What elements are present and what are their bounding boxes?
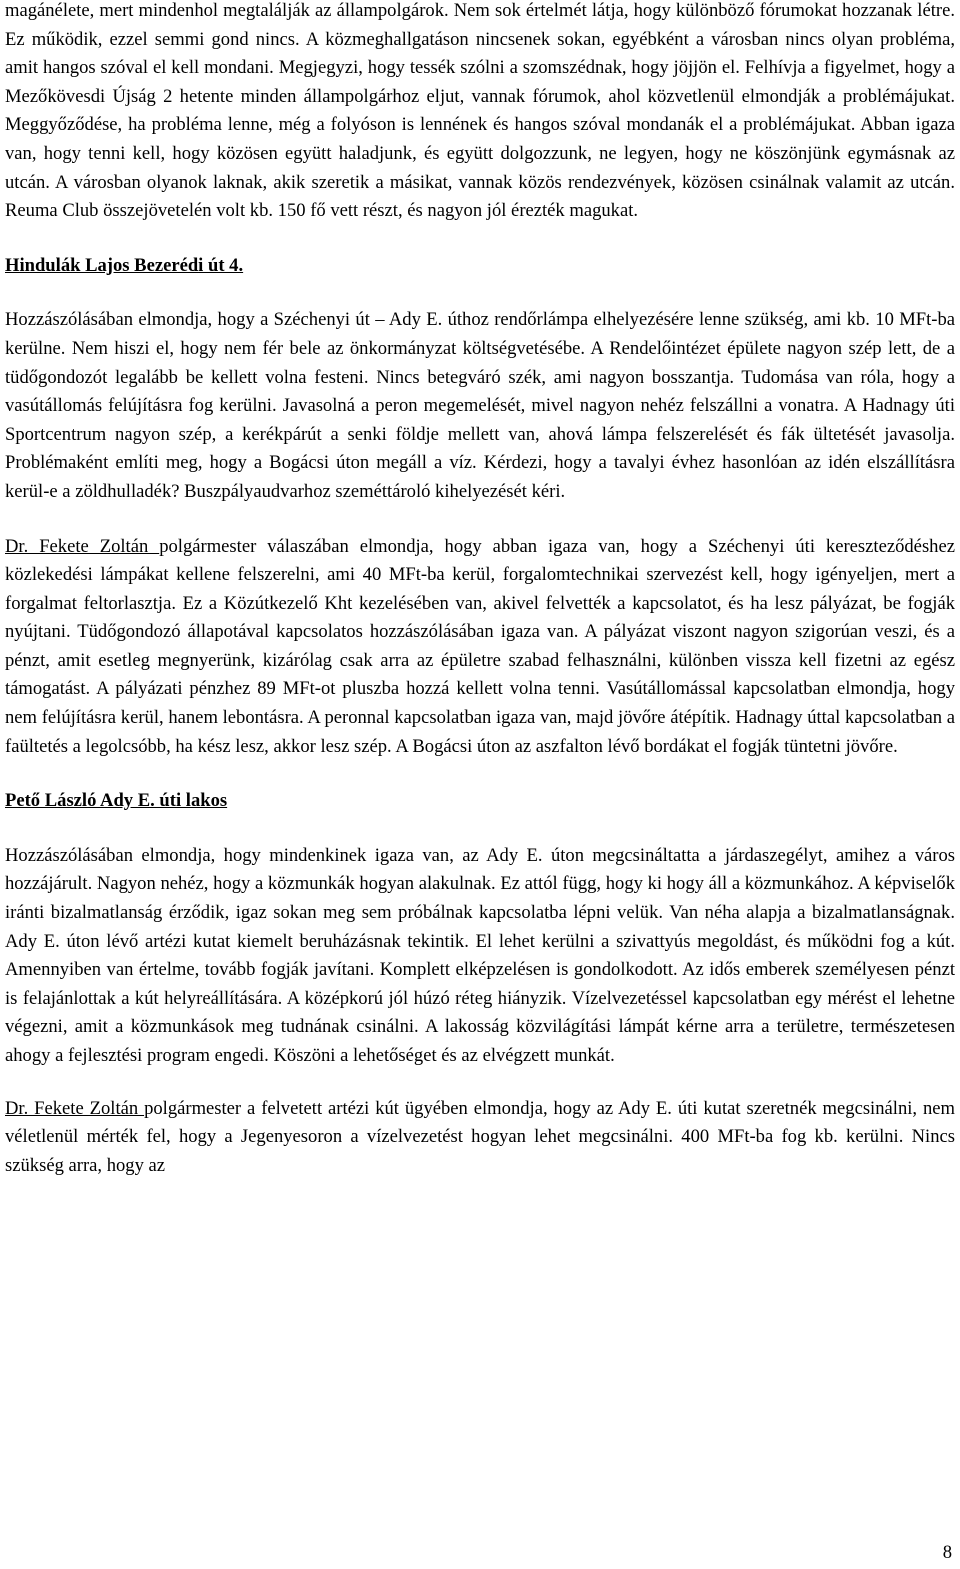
paragraph-hindulak-comment: Hozzászólásában elmondja, hogy a Széchenyi út – Ady E. úthoz rendőrlámpa elhelyezésére lenne szükség, ami kb. 10 MFt-ba kerülne. Nem hiszi el, hogy nem fér bele az önkormányzat költségvetésébe. A Rendelőintézet épülete nagyon szép lett, de a tüdőgondozót legalább be kellett volna festeni. Nincs betegváró szék, ami nagyon bosszantja. Tudomása van róla, hogy a vasútállomás felújításra fog kerülni. Javasolná a peron megemelését, mivel nagyon nehéz felszállni a vonatra. A Hadnagy úti Sportcentrum nagyon szép, a kerékpárút a senki földje mellett van, ahová lámpa felszerelését és fák ültetését javasolja. Problémaként említi meg, hogy a Bogácsi úton megáll a víz. Kérdezi, hogy a tavalyi évhez hasonlóan az idén elszállításra kerül-e a zöldhulladék? Buszpályaudvarhoz szeméttároló kihelyezését kéri. xyxy=(5,309,955,502)
mayor-reply-text: polgármester válaszában elmondja, hogy abban igaza van, hogy a Széchenyi úti kereszteződéshez közlekedési lámpákat kellene felszerelni, ami 40 MFt-ba kerül, forgalomtechnikai szervezést kell, hogy igényeljen, mert a forgalmat feltorlasztja. Ez a Közútkezelő Kht kezelésében van, akivel felvették a kapcsolatot, és ha lesz pályázat, be fogják nyújtani. Tüdőgondozó állapotával kapcsolatos hozzászólásában igaza van. A pályázat viszont nagyon szigorúan veszi, és a pénzt, amit esetleg megnyerünk, kizárólag csak arra az épületre szabad felhasználni, különben vissza kell fizetni az egész támogatást. A pályázati pénzhez 89 MFt-ot pluszba hozzá kellett volna tenni. Vasútállomással kapcsolatban elmondja, hogy nem felújításra kerül, hanem lebontásra. A peronnal kapcsolatban igaza van, majd jövőre átépítik. Hadnagy úttal kapcsolatban a faültetés a legolcsóbb, ha kész lesz, akkor lesz szép. A Bogácsi úton az aszfalton lévő bordákat el fogják tüntetni jövőre. xyxy=(5,535,955,757)
paragraph-peto-comment: Hozzászólásában elmondja, hogy mindenkinek igaza van, az Ady E. úton megcsináltatta a járdaszegélyt, amihez a város hozzájárult. Nagyon nehéz, hogy a közmunkák hogyan alakulnak. Ez attól függ, hogy ki hogy áll a közmunkához. A képviselők iránti bizalmatlanság érződik, igaz sokan meg sem próbálnak kapcsolatba lépni velük. Van néha alapja a bizalmatlanságnak. Ady E. úton lévő artézi kutat kiemelt beruházásnak tekintik. El lehet kerülni a szivattyús megoldást, és működni fog a kút. Amennyiben van értelme, tovább fogják javítani. Komplett elképzelésen is gondolkodott. Az idős emberek személyesen pénzt is felajánlottak a kút helyreállítására. A középkorú jól húzó réteg hiányzik. Vízelvezetéssel kapcsolatban egy mérést el lehetne végezni, amit a közmunkások meg tudnának csinálni. A lakosság közvilágítási lámpát kérne arra a területre, természetesen ahogy a fejlesztési program engedi. Köszöni a lehetőséget és az elvégzett munkát. xyxy=(5,844,955,1066)
paragraph-mayor-reply-1 xyxy=(5,533,955,762)
document-page xyxy=(5,0,955,1180)
page-number: 8 xyxy=(942,1542,952,1563)
speaker-heading-hindulak: Hindulák Lajos Bezerédi út 4. xyxy=(5,254,244,276)
paragraph-intro: magánélete, mert mindenhol megtalálják az állampolgárok. Nem sok értelmét látja, hogy különböző fórumokat hozzanak létre. Ez működik, ezzel semmi gond nincs. A közmeghallgatáson nincsenek sokan, egyébként a városban nincs olyan probléma, amit hangos szóval el kell mondani. Megjegyzi, hogy tessék szólni a szomszédnak, hogy jöjjön el. Felhívja a figyelmet, hogy a Mezőkövesdi Újság 2 hetente minden állampolgárhoz eljut, vannak fórumok, ahol közvetlenül elmondják a problémájukat. Meggyőződése, ha probléma lenne, még a folyóson is lennének és hangos szóval mondanák el a problémájukat. Abban igaza van, hogy tenni kell, hogy közösen együtt haladjunk, és együtt dolgozzunk, ne legyen, hogy ne köszönjünk egymásnak az utcán. A városban olyanok laknak, akik szeretik a másikat, vannak közös rendezvények, közösen csinálnak valamit az utcán. Reuma Club összejövetelén volt kb. 150 fő vett részt, és nagyon jól érezték magukat. xyxy=(5,0,955,222)
speaker-name-mayor: Dr. Fekete Zoltán xyxy=(5,535,160,557)
speaker-heading-peto: Pető László Ady E. úti lakos xyxy=(5,790,228,812)
paragraph-mayor-reply-2 xyxy=(5,1095,955,1181)
mayor-reply-text: polgármester a felvetett artézi kút ügyében elmondja, hogy az Ady E. úti kutat szeretnék megcsinálni, nem véletlenül mérték fel, hogy a Jegenyesoron a vízelvezetést hogyan lehet megcsinálni. 400 MFt-ba fog kb. kerülni. Nincs szükség arra, hogy az xyxy=(5,1097,955,1176)
speaker-name-mayor: Dr. Fekete Zoltán xyxy=(5,1097,145,1119)
